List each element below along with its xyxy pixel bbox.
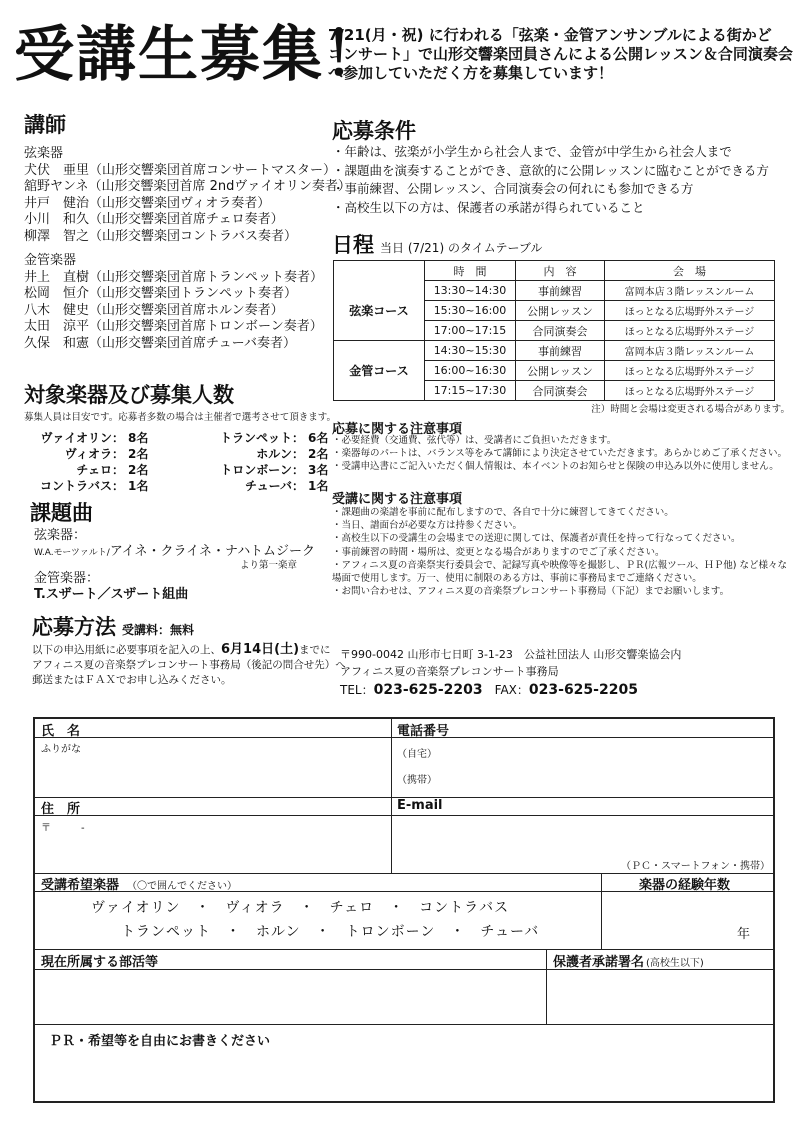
instrument-name: チェロ：	[76, 463, 124, 477]
contact-address: 〒990-0042 山形市七日町 3-1-23 公益社団法人 山形交響楽協会内	[340, 648, 682, 661]
schedule-note: 注）時間と会場は変更される場合があります。	[591, 404, 790, 415]
note-item: ・事前練習の時間・場所は、変更となる場合がありますのでご了承ください。	[332, 546, 665, 558]
teacher-item: 太田 涼平（山形交響楽団首席トロンボーン奏者）	[24, 319, 323, 334]
teacher-item: 松岡 恒介（山形交響楽団トランペット奏者）	[24, 286, 298, 301]
schedule-subheading: 当日 (7/21) のタイムテーブル	[380, 241, 543, 255]
pr-label: ＰＲ・希望等を自由にお書きください	[49, 1034, 271, 1049]
apply-line: 以下の申込用紙に必要事項を記入の上、	[32, 644, 221, 656]
guardian-label-wrap	[553, 951, 704, 970]
instrument-name: チューバ：	[244, 479, 304, 493]
note-item: ・課題曲の楽譜を事前に配布しますので、各自で十分に練習してきてください。	[332, 507, 674, 518]
teacher-item: 犬伏 亜里（山形交響楽団首席コンサートマスター）	[24, 162, 337, 178]
venue-cell: ほっとなる広場野外ステージ	[605, 301, 775, 321]
teachers-list	[24, 146, 351, 352]
condition-item: ・年齢は、弦楽が小学生から社会人まで、金管が中学生から社会人まで	[332, 144, 732, 159]
apply-line: アフィニス夏の音楽祭プレコンサート事務局（後記の問合せ先）へ	[32, 659, 346, 671]
note-item: ・必要経費（交通費、弦代等）は、受講者にご負担いただきます。	[332, 435, 617, 446]
phone-field[interactable]	[445, 741, 771, 795]
instrument-count: 3名	[308, 463, 329, 477]
contact-office: アフィニス夏の音楽祭プレコンサート事務局	[340, 665, 559, 678]
note-item: ・当日、譜面台が必要な方は持参ください。	[332, 520, 523, 532]
time-cell: 13:30~14:30	[425, 281, 516, 301]
instrument-count: 2名	[128, 447, 149, 461]
venue-cell: 富岡本店３階レッスンルーム	[605, 281, 775, 301]
tel-number: 023-625-2203	[373, 682, 483, 698]
instrument-count: 1名	[128, 479, 149, 493]
club-label: 現在所属する部活等	[41, 955, 159, 970]
note-item: ・高校生以下の受講生の会場までの送迎に関しては、保護者が責任を持って行なってください。	[332, 533, 741, 545]
page-title: 受講生募集！	[14, 20, 386, 90]
condition-item: ・事前練習、公開レッスン、合同演奏会の何れにも参加できる方	[332, 181, 694, 196]
instrument-count: 8名	[128, 431, 149, 445]
content-cell: 事前練習	[516, 341, 605, 361]
notes-lesson-list	[332, 506, 787, 598]
content-cell: 公開レッスン	[516, 301, 605, 321]
teacher-item: 舘野ヤンネ（山形交響楽団首席 2ndヴァイオリン奏者）	[24, 179, 351, 194]
content-cell: 事前練習	[516, 281, 605, 301]
condition-item: ・高校生以下の方は、保護者の承諾が得られていること	[332, 199, 645, 215]
instrument-name: ヴィオラ：	[64, 447, 124, 461]
venue-cell: ほっとなる広場野外ステージ	[605, 381, 775, 401]
deadline: 6月14日(土)	[221, 642, 300, 657]
note-item: ・お問い合わせは、アフィニス夏の音楽祭プレコンサート事務局（下記）までお願いします。	[332, 586, 730, 598]
instrument-count: 1名	[308, 479, 329, 493]
instrument-name: コントラバス：	[39, 479, 124, 493]
column-header: 会 場	[605, 261, 775, 281]
note-item: ・受講申込書にご記入いただく個人情報は、本イベントのお知らせと保険の申込み以外に使用しません。	[332, 461, 779, 473]
tel-label: TEL：	[340, 683, 374, 697]
conditions-heading: 応募条件	[332, 119, 416, 143]
teacher-item: 八木 健史（山形交響楽団首席ホルン奏者）	[24, 302, 284, 318]
instrument-label: 受講希望楽器	[41, 878, 120, 893]
apply-heading-text: 応募方法	[32, 615, 116, 639]
course-name: 金管コース	[334, 341, 425, 401]
content-cell: 公開レッスン	[516, 361, 605, 381]
guardian-note: (高校生以下)	[646, 958, 704, 969]
schedule-heading	[332, 232, 542, 261]
instruments-note: 募集人員は目安です。応募者多数の場合は主催者で選考させて頂きます。	[24, 412, 336, 423]
instrument-name: ヴァイオリン：	[40, 431, 124, 445]
apply-line: 郵送またはＦＡＸでお申し込みください。	[32, 674, 232, 686]
strings-piece: アイネ・クライネ・ナハトムジーク	[109, 544, 315, 559]
email-label: E-mail	[397, 798, 443, 813]
brass-piece: T.スザート／スザート組曲	[34, 587, 189, 602]
time-cell: 15:30~16:00	[425, 301, 516, 321]
instrument-options-strings[interactable]: ヴァイオリン ・ ヴィオラ ・ チェロ ・ コントラバス	[91, 900, 510, 916]
venue-cell: ほっとなる広場野外ステージ	[605, 321, 775, 341]
intro-line: コンサート」で山形交響楽団員さんによる公開レッスン＆合同演奏会	[328, 45, 793, 63]
instrument-note: （〇で囲んでください）	[127, 881, 238, 892]
table-row	[334, 341, 775, 361]
time-cell: 16:00~16:30	[425, 361, 516, 381]
email-field[interactable]	[395, 819, 771, 855]
pieces-strings-label: 弦楽器：	[34, 528, 87, 543]
strings-label: 弦楽器	[24, 146, 64, 161]
postal-label: 〒 -	[41, 823, 85, 834]
teachers-heading: 講師	[24, 113, 66, 137]
strings-piece-sub: より第一楽章	[240, 560, 298, 571]
phone-label: 電話番号	[397, 724, 450, 739]
instrument-count: 2名	[128, 463, 149, 477]
pieces-block	[34, 528, 315, 603]
intro-line: へ参加していただく方を募集しています！	[328, 64, 614, 82]
brass-label: 金管楽器	[24, 253, 77, 268]
teacher-item: 井戸 健治（山形交響楽団ヴィオラ奏者）	[24, 195, 271, 211]
condition-item: ・課題曲を演奏することができ、意欲的に公開レッスンに臨むことができる方	[332, 162, 769, 178]
column-header: 内 容	[516, 261, 605, 281]
instrument-options-brass[interactable]: トランペット ・ ホルン ・ トロンボーン ・ チューバ	[121, 924, 540, 940]
pieces-brass-label: 金管楽器：	[34, 571, 100, 586]
pr-field[interactable]	[37, 1049, 771, 1099]
instrument-label-wrap	[41, 874, 237, 893]
teacher-item: 柳澤 智之（山形交響楽団コントラバス奏者）	[24, 228, 298, 244]
apply-text	[32, 642, 346, 688]
venue-cell: 富岡本店３階レッスンルーム	[605, 341, 775, 361]
instrument-name: トランペット：	[219, 431, 304, 445]
composer: W.A.モーツァルト/	[34, 548, 110, 558]
application-form	[33, 717, 775, 1103]
content-cell: 合同演奏会	[516, 321, 605, 341]
column-header: 時 間	[425, 261, 516, 281]
furigana-label: ふりがな	[41, 744, 81, 755]
conditions-list	[332, 143, 769, 217]
table-row	[334, 281, 775, 301]
name-label: 氏 名	[41, 724, 81, 739]
schedule-heading-text: 日程	[332, 233, 374, 257]
contact-block	[340, 646, 681, 699]
fax-number: 023-625-2205	[528, 682, 638, 698]
years-unit: 年	[737, 927, 751, 942]
note-item: 場面で使用します。万一、使用に制限のある方は、事前に事務局までご連絡ください。	[332, 573, 702, 585]
course-name: 弦楽コース	[334, 281, 425, 341]
notes-apply-heading: 応募に関する注意事項	[332, 422, 463, 437]
time-cell: 17:00~17:15	[425, 321, 516, 341]
instrument-count: 6名	[308, 431, 329, 445]
table-row	[334, 261, 775, 281]
pieces-heading: 課題曲	[30, 501, 93, 525]
fax-label: FAX：	[494, 683, 529, 697]
instruments-heading: 対象楽器及び募集人数	[24, 383, 234, 407]
time-cell: 14:30~15:30	[425, 341, 516, 361]
name-field[interactable]	[37, 753, 389, 795]
guardian-signature-field[interactable]	[550, 971, 771, 1022]
table-cell	[334, 261, 425, 281]
instrument-name: トロンボーン：	[220, 463, 304, 477]
club-field[interactable]	[37, 971, 543, 1022]
instrument-name: ホルン：	[256, 447, 304, 461]
address-field[interactable]	[37, 831, 389, 871]
home-phone-label: （自宅）	[397, 749, 437, 760]
teacher-item: 井上 直樹（山形交響楽団首席トランペット奏者）	[24, 269, 324, 285]
notes-lesson-heading: 受講に関する注意事項	[332, 492, 463, 507]
time-cell: 17:15~17:30	[425, 381, 516, 401]
apply-heading	[32, 614, 194, 643]
years-label: 楽器の経験年数	[639, 878, 731, 893]
content-cell: 合同演奏会	[516, 381, 605, 401]
schedule-table	[333, 260, 775, 401]
teacher-item: 小川 和久（山形交響楽団首席チェロ奏者）	[24, 212, 284, 227]
notes-apply-list	[332, 434, 787, 474]
instrument-count: 2名	[308, 447, 329, 461]
email-note: （ＰＣ・スマートフォン・携帯）	[621, 861, 770, 872]
venue-cell: ほっとなる広場野外ステージ	[605, 361, 775, 381]
intro-text	[328, 26, 798, 83]
teacher-item: 久保 和憲（山形交響楽団首席チューバ奏者）	[24, 335, 296, 351]
guardian-label: 保護者承諾署名	[553, 955, 645, 970]
note-item: ・楽器毎のパートは、バランス等をみて講師により決定させていただきます。あらかじめご了承ください。	[332, 448, 787, 460]
address-label: 住 所	[41, 802, 81, 817]
apply-line: までに	[299, 644, 331, 656]
intro-line: 7/21(月・祝) に行われる「弦楽・金管アンサンブルによる街かど	[328, 26, 772, 44]
fee: 受講料：無料	[122, 623, 195, 637]
mobile-phone-label: （携帯）	[397, 775, 437, 786]
note-item: ・アフィニス夏の音楽祭実行委員会で、記録写真や映像等を撮影し、ＰＲ(広報ツール、ＨＰ他) など様々な	[332, 559, 788, 571]
